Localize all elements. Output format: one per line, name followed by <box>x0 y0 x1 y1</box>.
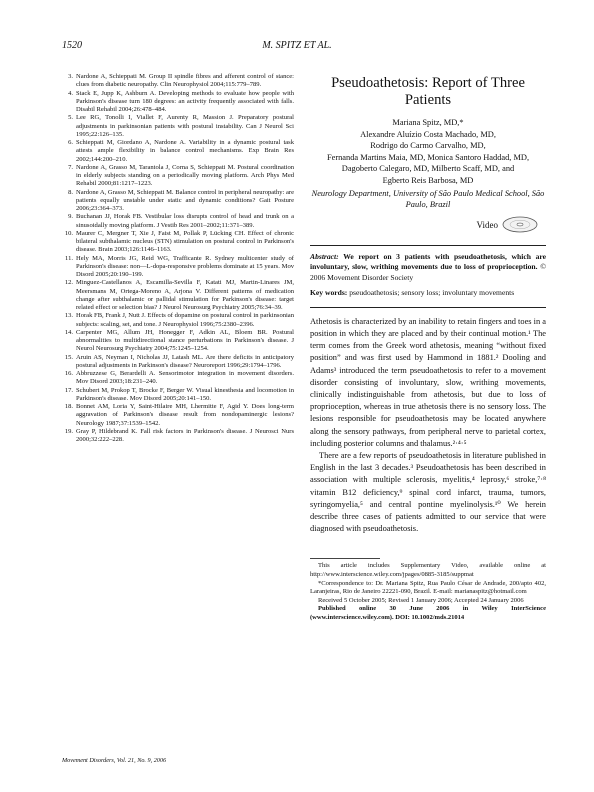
reference-number: 17. <box>64 386 73 394</box>
footnotes <box>310 562 546 622</box>
reference-item <box>62 114 294 139</box>
page-number: 1520 <box>62 40 82 51</box>
keywords-label: Key words: <box>310 288 348 298</box>
reference-text: Horak FB, Frank J, Nutt J. Effects of dopamine on postural control in parkinsonian subjects: scaling, set, and tone. J Neurophysiol 1996;75:2380–2396. <box>76 312 294 328</box>
reference-item <box>62 279 294 312</box>
footnote-supplementary: This article includes Supplementary Video, available online at http://www.interscience.wiley.com/jpages/0885-3185/suppmat <box>310 562 546 578</box>
reference-text: Buchanan JJ, Horak FB. Vestibular loss disrupts control of head and trunk on a sinusoidally moving platform. J Vestib Res 2001–2002;11:371–389. <box>76 213 294 229</box>
reference-number: 8. <box>68 188 73 196</box>
keywords <box>310 288 546 299</box>
reference-number: 7. <box>68 163 73 171</box>
reference-item <box>62 312 294 329</box>
abstract-bottom-rule <box>310 307 546 308</box>
reference-number: 14. <box>64 328 73 336</box>
author-line: Egberto Reis Barbosa, MD <box>382 175 474 185</box>
reference-text: Abbruzzese G, Berardelli A. Sensorimotor integration in movement disorders. Mov Disord 2003;18:231–240. <box>76 370 294 386</box>
footnote-published: Published online 30 June 2006 in Wiley InterScience (www.interscience.wiley.com). DOI: 10.1002/mds.21014 <box>310 605 546 621</box>
reference-number: 3. <box>68 73 73 80</box>
keywords-text: pseudoathetosis; sensory loss; involuntary movements <box>349 288 515 298</box>
reference-number: 15. <box>64 353 73 361</box>
journal-footer: Movement Disorders, Vol. 21, No. 9, 2006 <box>62 757 167 764</box>
reference-number: 6. <box>68 139 73 146</box>
reference-number: 18. <box>64 403 73 410</box>
reference-text: Schubert M, Prokop T, Brocke F, Berger W. Visual kinesthesia and locomotion in Parkinson's disease. Mov Disord 2005;20:141–150. <box>76 386 294 402</box>
reference-item <box>62 164 294 189</box>
abstract-label: Abstract: <box>310 251 339 261</box>
video-link[interactable] <box>310 215 546 235</box>
reference-text: Bonnet AM, Loria Y, Saint-Hilaire MH, Lhermitte F, Agid Y. Does long-term aggravation of Parkinson's disease result from nondopaminergic lesions? Neurology 1987;37:1539–1542. <box>76 403 294 427</box>
footnote-correspondence: *Correspondence to: Dr. Mariana Spitz, Rua Paulo César de Andrade, 200/apto 402, Laranjeiras, Rio de Janeiro 22221-090, Brazil. E-mail: marianaspitz@hotmail.com <box>310 579 546 596</box>
reference-text: Schieppati M, Giordano A, Nardone A. Variability in a dynamic postural task attests ample flexibility in balance control mechanisms. Exp Brain Res 2002;144:200–210. <box>76 139 294 163</box>
author-line: Rodrigo do Carmo Carvalho, MD, <box>370 141 486 151</box>
video-disc-icon[interactable] <box>502 216 538 233</box>
footnote-rule <box>310 558 380 559</box>
body-paragraph-1: Athetosis is characterized by an inability to retain fingers and toes in a position in which they are placed and by their continual motion.¹ The term comes from the Greek word athetosis, meaning “without fixed position” and was first used by Hammond in 1881.² Dooling and Adams³ introduced the term pseudoathetosis to refer to a movement disorder consisting of involuntary, slow, writhing movements, clinically indistinguishable from athetosis, but due to loss of proprioception, whereas in true athetosis there is no sensory loss. The lesions responsible for pseudoathetosis may be located anywhere along the sensory pathways, from peripheral nerve to parietal cortex, including posterior columns and thalamus.²·⁴·⁵ <box>310 316 546 448</box>
reference-number: 11. <box>65 254 73 262</box>
abstract-top-rule <box>310 245 546 246</box>
article-column <box>310 73 546 623</box>
reference-text: Stack E, Jupp K, Ashburn A. Developing methods to evaluate how people with Parkinson's disease turn 180 degrees: an activity frequently associated with falls. Disabil Rehabil 2004;26:478–484. <box>76 89 294 113</box>
abstract-text: We report on 3 patients with pseudoathetosis, which are involuntary, slow, writhing movements due to loss of proprioception. <box>310 251 546 272</box>
reference-number: 4. <box>68 89 73 97</box>
reference-text: Maurer C, Mergner T, Xie J, Faist M, Pollak P, Lücking CH. Effect of chronic bilateral subthalamic nucleus (STN) stimulation on postural control in Parkinson's disease. Brain 2003;126:1146–1163. <box>76 229 294 254</box>
reference-text: Hely MA, Morris JG, Reid WG, Trafficante R. Sydney multicenter study of Parkinson's disease: non—L-dopa-responsive problems dominate at 15 years. Mov Disord 2005;20:190–199. <box>76 254 294 278</box>
reference-number: 10. <box>64 229 73 237</box>
reference-text: Aruin AS, Neyman I, Nicholas JJ, Latash ML. Are there deficits in anticipatory postural adjustments in Parkinson's disease? Neuroreport 1996;29:1794–1796. <box>76 353 294 369</box>
reference-item <box>62 387 294 404</box>
reference-number: 9. <box>68 213 73 221</box>
reference-item <box>62 403 294 428</box>
reference-number: 19. <box>64 427 73 435</box>
reference-text: Lee RG, Tonolli I, Viallet F, Aurenty R, Massion J. Preparatory postural adjustments in parkinsonian patients with postural instability. Can J Neurol Sci 1995;22:126–135. <box>76 114 294 138</box>
reference-item <box>62 354 294 371</box>
footnote-received: Received 5 October 2005; Revised 1 January 2006; Accepted 24 January 2006 <box>318 596 524 604</box>
references-column <box>62 73 294 444</box>
reference-number: 12. <box>64 279 73 287</box>
reference-number: 16. <box>64 370 73 377</box>
reference-item <box>62 329 294 354</box>
author-line: Dagoberto Calegaro, MD, Milberto Scaff, MD, and <box>341 164 515 174</box>
reference-item <box>62 90 294 115</box>
reference-number: 13. <box>64 312 73 320</box>
abstract-copyright: © 2006 Movement Disorder Society <box>310 262 546 282</box>
reference-text: Minguez-Castellanos A, Escamilla-Sevilla F, Katati MJ, Martin-Linares JM, Meersmans M, Ortega-Moreno A, Arjona V. Different patterns of medication change after subthalamic or pallidal stimulation for Parkinson's disease: target related effect or selection bias? J Neurol Neurosurg Psychiatry 2005;76:34–39. <box>76 279 294 311</box>
reference-item <box>62 255 294 280</box>
reference-number: 5. <box>68 114 73 122</box>
reference-item <box>62 213 294 230</box>
body-text <box>310 316 546 536</box>
reference-text: Nardone A, Grasso M, Schieppati M. Balance control in peripheral neuropathy: are patients equally unstable under static and dynamic conditions? Gait Posture 2006;23:364–373. <box>76 188 294 212</box>
reference-text: Gray P, Hildebrand K. Fall risk factors in Parkinson's disease. J Neurosci Nurs 2000;32:222–228. <box>76 427 294 443</box>
reference-text: Carpenter MG, Allum JH, Honegger F, Adkin AL, Bloem BR. Postural abnormalities to multidirectional stance perturbations in Parkinson's disease. J Neurol Neurosurg Psychiatry 2004;75:1245–1254. <box>76 328 294 353</box>
article-title: Pseudoathetosis: Report of Three Patients <box>331 75 525 108</box>
reference-item <box>62 189 294 214</box>
reference-text: Nardone A, Schieppati M. Group II spindle fibres and afferent control of stance: clues from diabetic neuropathy. Clin Neurophysiol 2004;115:779–789. <box>76 73 294 89</box>
author-line: Alexandre Aluízio Costa Machado, MD, <box>360 129 496 139</box>
reference-text: Nardone A, Grasso M, Tarantola J, Corna S, Schieppati M. Postural coordination in elderly subjects standing on a periodically moving platform. Arch Phys Med Rehabil 2000;81:1217–1223. <box>76 163 294 188</box>
running-head-authors: M. SPITZ ET AL. <box>262 40 332 51</box>
reference-list <box>62 73 294 444</box>
author-line: Fernanda Martins Maia, MD, Monica Santoro Haddad, MD, <box>326 152 530 162</box>
reference-item <box>62 139 294 164</box>
reference-item <box>62 230 294 255</box>
reference-item <box>62 428 294 445</box>
abstract <box>310 252 546 284</box>
affiliation: Neurology Department, University of São Paulo Medical School, São Paulo, Brazil <box>311 188 545 210</box>
reference-item <box>62 370 294 387</box>
reference-item <box>62 73 294 90</box>
author-list <box>310 117 546 187</box>
author-line: Mariana Spitz, MD,* <box>392 118 464 127</box>
video-label[interactable]: Video <box>476 219 498 230</box>
body-paragraph-2: There are a few reports of pseudoathetosis in literature published in English in the last 3 decades.³ Pseudoathetosis has been described in association with multiple sclerosis, myelitis,⁴ leprosy,⁶ stroke,⁷·⁸ vitamin B12 deficiency,⁹ spinal cord infarct, trauma, tumors, syringomyelia,⁵ and central pontine myelinolysis.¹⁰ We herein describe three cases of patients admitted to our service that were diagnosed with pseudoathetosis. <box>310 450 546 534</box>
